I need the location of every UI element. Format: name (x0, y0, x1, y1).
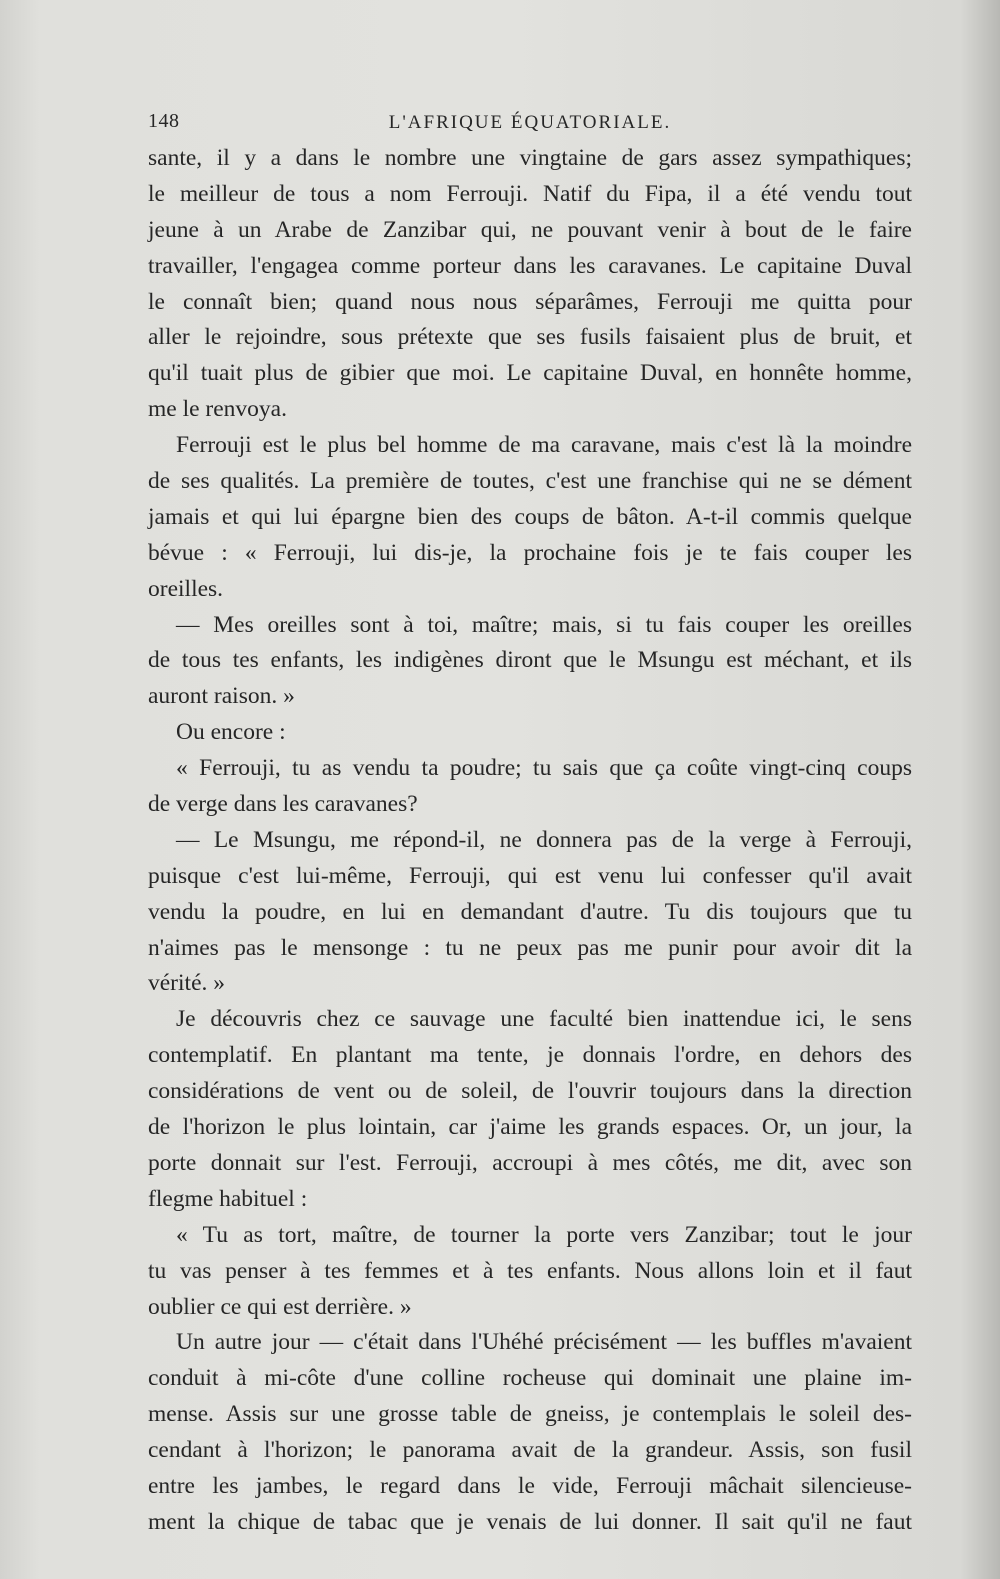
text-line: puisque c'est lui-même, Ferrouji, qui est venu lui confesser qu'il avait (148, 862, 912, 889)
text-line: — Le Msungu, me répond-il, ne donnera pas de la verge à Ferrouji, (176, 826, 912, 853)
text-line: vendu la poudre, en lui en demandant d'autre. Tu dis toujours que tu (148, 898, 912, 925)
text-line: tu vas penser à tes femmes et à tes enfants. Nous allons loin et il faut (148, 1257, 912, 1284)
text-line: conduit à mi-côte d'une colline rocheuse qui dominait une plaine im- (148, 1365, 912, 1392)
text-line: me le renvoya. (148, 396, 287, 423)
text-line: entre les jambes, le regard dans le vide, Ferrouji mâchait silencieuse- (148, 1472, 912, 1499)
text-line: oreilles. (148, 575, 224, 602)
text-line: mense. Assis sur une grosse table de gneiss, je contemplais le soleil des- (148, 1401, 912, 1428)
text-line: qu'il tuait plus de gibier que moi. Le capitaine Duval, en honnête homme, (148, 360, 912, 387)
text-line: auront raison. » (148, 683, 295, 710)
running-title: L'AFRIQUE ÉQUATORIALE. (388, 112, 672, 133)
text-line: jeune à un Arabe de Zanzibar qui, ne pouvant venir à bout de le faire (148, 216, 912, 243)
text-line: oublier ce qui est derrière. » (148, 1293, 412, 1320)
text-line: Un autre jour — c'était dans l'Uhéhé précisément — les buffles m'avaient (176, 1329, 912, 1356)
text-line: de ses qualités. La première de toutes, c'est une franchise qui ne se dément (148, 468, 912, 495)
text-line: n'aimes pas le mensonge : tu ne peux pas me punir pour avoir dit la (148, 934, 912, 961)
text-line: travailler, l'engagea comme porteur dans les caravanes. Le capitaine Duval (148, 252, 912, 279)
body-text (148, 141, 912, 1541)
text-line: flegme habituel : (148, 1185, 308, 1212)
text-line: le meilleur de tous a nom Ferrouji. Natif du Fipa, il a été vendu tout (148, 180, 912, 207)
text-line: « Ferrouji, tu as vendu ta poudre; tu sais que ça coûte vingt-cinq coups (176, 755, 912, 782)
text-line: contemplatif. En plantant ma tente, je donnais l'ordre, en dehors des (148, 1042, 912, 1069)
text-line: cendant à l'horizon; le panorama avait de la grandeur. Assis, son fusil (148, 1437, 912, 1464)
text-line: de verge dans les caravanes? (148, 791, 418, 818)
text-line: ment la chique de tabac que je venais de lui donner. Il sait qu'il ne faut (148, 1508, 912, 1535)
text-line: « Tu as tort, maître, de tourner la porte vers Zanzibar; tout le jour (176, 1221, 912, 1248)
text-line: — Mes oreilles sont à toi, maître; mais, si tu fais couper les oreilles (176, 611, 912, 638)
text-line: de l'horizon le plus lointain, car j'aime les grands espaces. Or, un jour, la (148, 1114, 912, 1141)
text-line: jamais et qui lui épargne bien des coups de bâton. A-t-il commis quelque (148, 503, 912, 530)
text-line: bévue : « Ferrouji, lui dis-je, la prochaine fois je te fais couper les (148, 539, 912, 566)
page-number: 148 (148, 110, 180, 132)
text-line: Ou encore : (176, 719, 286, 746)
text-line: Je découvris chez ce sauvage une faculté bien inattendue ici, le sens (176, 1006, 912, 1033)
text-line: considérations de vent ou de soleil, de l'ouvrir toujours dans la direction (148, 1078, 912, 1105)
text-line: de tous tes enfants, les indigènes diront que le Msungu est méchant, et ils (148, 647, 912, 674)
text-line: le connaît bien; quand nous nous séparâmes, Ferrouji me quitta pour (148, 288, 912, 315)
text-line: aller le rejoindre, sous prétexte que ses fusils faisaient plus de bruit, et (148, 324, 912, 351)
text-line: vérité. » (148, 970, 225, 997)
text-line: sante, il y a dans le nombre une vingtaine de gars assez sympathiques; (148, 145, 912, 171)
running-head (148, 110, 912, 140)
text-line: Ferrouji est le plus bel homme de ma caravane, mais c'est là la moindre (176, 432, 912, 459)
text-line: porte donnait sur l'est. Ferrouji, accroupi à mes côtés, me dit, avec son (148, 1149, 912, 1176)
